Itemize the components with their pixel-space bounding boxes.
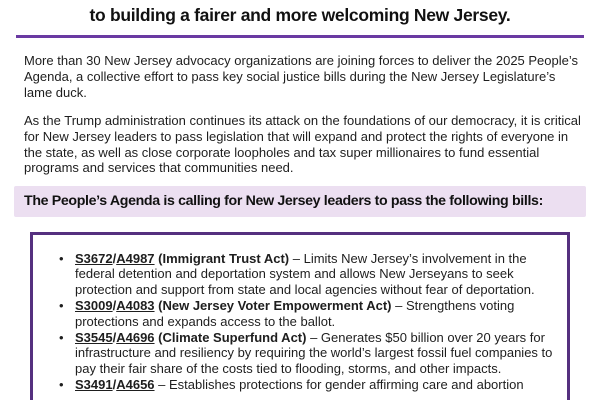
bill-separator: / (112, 298, 117, 314)
intro-paragraph-1: More than 30 New Jersey advocacy organizations are joining forces to deliver the 2025 People’s Agenda, a collective effort to pass key social justice bills during the New Jersey Legislature’s lame duck. (24, 53, 579, 100)
bill-list (33, 235, 567, 393)
bill-separator: / (112, 330, 117, 346)
callout-banner (14, 186, 586, 217)
bill-item (59, 251, 555, 297)
assembly-bill-link[interactable]: A4696 (116, 330, 155, 346)
bullet-icon: • (59, 377, 64, 393)
bill-item (59, 298, 555, 329)
senate-bill-link[interactable]: S3009 (75, 298, 113, 314)
bill-list-box (30, 232, 570, 400)
bill-description: – Establishes protections for gender affirming care and abortion (158, 377, 524, 393)
page-headline: to building a fairer and more welcoming New Jersey. (89, 5, 511, 25)
assembly-bill-link[interactable]: A4656 (116, 377, 155, 393)
senate-bill-link[interactable]: S3491 (75, 377, 113, 393)
bill-description: – Strengthens voting protections and expands access to the ballot. (75, 298, 515, 329)
bullet-icon: • (59, 251, 64, 266)
bill-description: – Limits New Jersey’s involvement in the federal detention and deportation system and allows New Jerseyans to seek protection and support from state and local agencies without fear of deportation. (75, 251, 535, 297)
headline-divider (16, 35, 584, 38)
assembly-bill-link[interactable]: A4083 (116, 298, 155, 314)
bill-separator: / (112, 377, 117, 393)
bill-name: (New Jersey Voter Empowerment Act) (158, 298, 392, 314)
bullet-icon: • (59, 298, 64, 314)
senate-bill-link[interactable]: S3672 (75, 251, 113, 266)
bill-description: – Generates $50 billion over 20 years for infrastructure and resiliency by requiring the world’s largest fossil fuel companies to pay their fair share of the costs tied to flooding, storms, and other impacts. (75, 330, 553, 376)
bill-item (59, 330, 555, 376)
callout-text: The People’s Agenda is calling for New Jersey leaders to pass the following bills: (24, 193, 543, 209)
bill-name: (Climate Superfund Act) (158, 330, 307, 346)
bullet-icon: • (59, 330, 64, 346)
bill-separator: / (112, 251, 117, 266)
senate-bill-link[interactable]: S3545 (75, 330, 113, 346)
intro-paragraph-2: As the Trump administration continues its attack on the foundations of our democracy, it is critical for New Jersey leaders to pass legislation that will expand and protect the rights of everyone in the state, as well as close corporate loopholes and tax super millionaires to fund essential programs and services that communities need. (24, 113, 581, 176)
bill-item (59, 377, 555, 392)
bill-name: (Immigrant Trust Act) (158, 251, 290, 266)
assembly-bill-link[interactable]: A4987 (116, 251, 155, 266)
